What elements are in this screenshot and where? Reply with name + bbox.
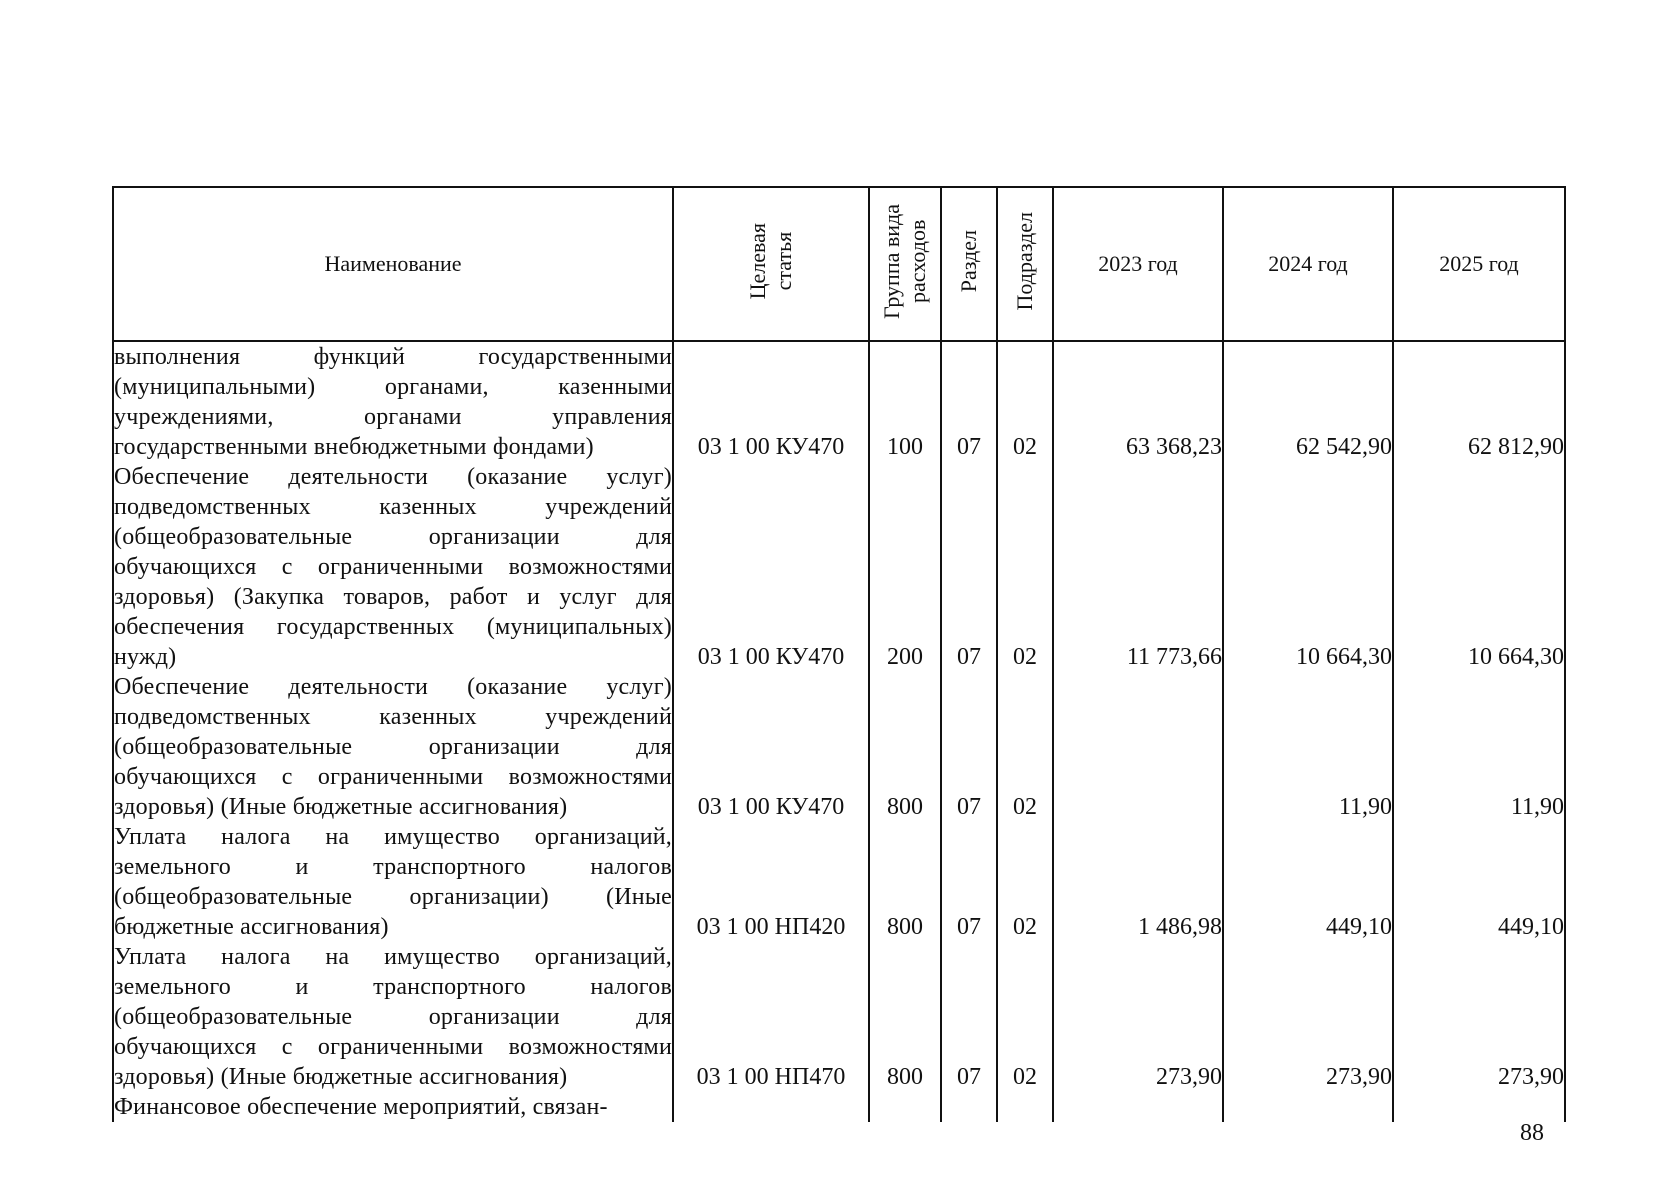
row-expense-group: 800 — [869, 822, 941, 942]
row-value-2025: 273,90 — [1393, 942, 1565, 1092]
row-expense-group — [869, 1092, 941, 1122]
row-name: Обеспечение деятельности (оказание услуг) подведомственных казенных учреждений (общеобразовательные организации для обучающихся с ограниченными возможностями здоровья) (Закупка товаров, работ и услуг для обеспечения государственных (муниципальных) нужд) — [114, 464, 672, 670]
header-expense-group-label — [879, 204, 931, 319]
table-row — [113, 462, 1565, 672]
row-target-article: 03 1 00 НП470 — [673, 942, 869, 1092]
row-name: Финансовое обеспечение мероприятий, связан- — [113, 1092, 673, 1122]
budget-table — [112, 186, 1566, 1122]
row-section: 07 — [941, 942, 997, 1092]
row-value-2024: 10 664,30 — [1223, 462, 1393, 672]
row-name: Обеспечение деятельности (оказание услуг) подведомственных казенных учреждений (общеобразовательные организации для обучающихся с ограниченными возможностями здоровья) (Иные бюджетные ассигнования) — [114, 674, 672, 820]
page-number: 88 — [1520, 1120, 1544, 1146]
row-section: 07 — [941, 672, 997, 822]
row-subsection: 02 — [997, 341, 1053, 462]
table-row — [113, 1092, 1565, 1122]
row-target-article: 03 1 00 НП420 — [673, 822, 869, 942]
row-value-2024: 62 542,90 — [1223, 341, 1393, 462]
row-subsection: 02 — [997, 672, 1053, 822]
row-name: Уплата налога на имущество организаций, земельного и транспортного налогов (общеобразовательные организации) (Иные бюджетные ассигнования) — [114, 824, 672, 940]
table-row — [113, 672, 1565, 822]
row-value-2025 — [1393, 1092, 1565, 1122]
row-section: 07 — [941, 462, 997, 672]
row-value-2024: 11,90 — [1223, 672, 1393, 822]
table-row — [113, 822, 1565, 942]
row-expense-group: 800 — [869, 672, 941, 822]
header-target-line2: статья — [771, 231, 796, 291]
header-target-line1: Целевая — [745, 222, 770, 300]
header-subsection-label: Подраздел — [1012, 211, 1037, 311]
header-2023 — [1053, 187, 1223, 341]
table-header-row — [113, 187, 1565, 341]
row-target-article: 03 1 00 КУ470 — [673, 672, 869, 822]
row-value-2023: 63 368,23 — [1053, 341, 1223, 462]
row-subsection: 02 — [997, 822, 1053, 942]
header-section — [941, 187, 997, 341]
row-value-2023 — [1053, 672, 1223, 822]
header-2024-label: 2024 год — [1268, 251, 1348, 276]
row-target-article — [673, 1092, 869, 1122]
header-name — [113, 187, 673, 341]
row-value-2023 — [1053, 1092, 1223, 1122]
row-name: Уплата налога на имущество организаций, земельного и транспортного налогов (общеобразовательные организации для обучающихся с ограниченными возможностями здоровья) (Иные бюджетные ассигнования) — [114, 944, 672, 1090]
row-value-2024 — [1223, 1092, 1393, 1122]
row-value-2024: 273,90 — [1223, 942, 1393, 1092]
header-target-article — [673, 187, 869, 341]
table-row — [113, 341, 1565, 462]
header-section-label: Раздел — [956, 229, 981, 293]
row-expense-group: 200 — [869, 462, 941, 672]
row-subsection: 02 — [997, 462, 1053, 672]
row-value-2023: 1 486,98 — [1053, 822, 1223, 942]
row-target-article: 03 1 00 КУ470 — [673, 341, 869, 462]
row-section: 07 — [941, 822, 997, 942]
row-value-2023: 11 773,66 — [1053, 462, 1223, 672]
row-section — [941, 1092, 997, 1122]
header-name-label: Наименование — [324, 251, 462, 276]
row-section: 07 — [941, 341, 997, 462]
row-value-2025: 11,90 — [1393, 672, 1565, 822]
header-2025 — [1393, 187, 1565, 341]
header-target-article-label — [745, 223, 797, 299]
row-value-2025: 10 664,30 — [1393, 462, 1565, 672]
header-subsection — [997, 187, 1053, 341]
row-subsection — [997, 1092, 1053, 1122]
row-value-2025: 449,10 — [1393, 822, 1565, 942]
row-value-2023: 273,90 — [1053, 942, 1223, 1092]
row-value-2025: 62 812,90 — [1393, 341, 1565, 462]
header-group-line1: Группа вида — [879, 203, 904, 319]
row-expense-group: 800 — [869, 942, 941, 1092]
header-2024 — [1223, 187, 1393, 341]
header-group-line2: расходов — [905, 219, 930, 303]
row-expense-group: 100 — [869, 341, 941, 462]
budget-table-frame — [112, 186, 1564, 1120]
row-name: выполнения функций государственными (муниципальными) органами, казенными учреждениями, органами управления государственными внебюджетными фондами) — [113, 341, 673, 462]
table-row — [113, 942, 1565, 1092]
header-2025-label: 2025 год — [1439, 251, 1519, 276]
row-target-article: 03 1 00 КУ470 — [673, 462, 869, 672]
row-subsection: 02 — [997, 942, 1053, 1092]
header-expense-group — [869, 187, 941, 341]
header-2023-label: 2023 год — [1098, 251, 1178, 276]
row-value-2024: 449,10 — [1223, 822, 1393, 942]
